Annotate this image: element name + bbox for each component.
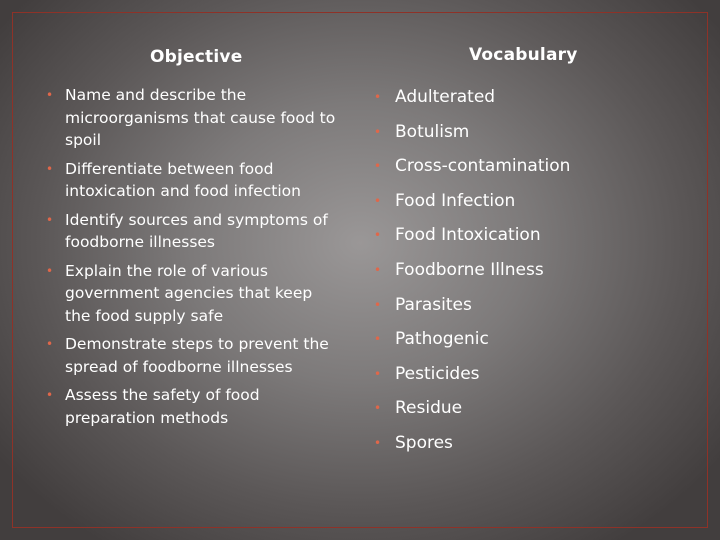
vocabulary-item <box>374 257 674 284</box>
vocabulary-term: Residue <box>395 398 463 419</box>
bullet-dot-icon: • <box>46 161 54 176</box>
objective-item-text: Name and describe the microorganisms that cause food to spoil <box>65 86 336 149</box>
vocabulary-item <box>374 430 674 457</box>
vocabulary-term: Adulterated <box>395 87 496 107</box>
vocabulary-item <box>374 188 674 215</box>
vocabulary-term: Cross-contamination <box>395 156 571 177</box>
objective-item-text: Identify sources and symptoms of foodborne illnesses <box>65 210 328 251</box>
bullet-dot-icon: • <box>374 90 382 104</box>
bullet-dot-icon: • <box>374 262 382 277</box>
objective-item <box>46 260 338 328</box>
objective-item-text: Demonstrate steps to prevent the spread of foodborne illnesses <box>65 335 329 376</box>
bullet-dot-icon: • <box>374 159 382 174</box>
vocabulary-term: Spores <box>395 432 453 453</box>
objective-item <box>46 209 338 254</box>
vocabulary-term: Botulism <box>395 121 470 142</box>
bullet-dot-icon: • <box>374 401 382 416</box>
bullet-dot-icon: • <box>46 337 54 351</box>
bullet-dot-icon: • <box>374 228 382 243</box>
objective-item <box>46 158 338 203</box>
vocabulary-item <box>374 326 674 353</box>
vocabulary-item <box>374 292 674 319</box>
objective-item <box>46 333 338 378</box>
bullet-dot-icon: • <box>374 366 382 381</box>
vocabulary-term: Pathogenic <box>395 329 489 350</box>
objective-item-text: Explain the role of various government agencies that keep the food supply safe <box>65 261 313 325</box>
objective-item-text: Differentiate between food intoxication and food infection <box>65 159 301 200</box>
vocabulary-item <box>374 395 674 422</box>
objective-item-text: Assess the safety of food preparation methods <box>65 386 260 427</box>
vocabulary-item <box>374 153 674 180</box>
bullet-dot-icon: • <box>374 124 382 139</box>
bullet-dot-icon: • <box>46 263 54 278</box>
vocabulary-term: Food Intoxication <box>395 225 541 246</box>
vocabulary-term: Foodborne Illness <box>395 259 544 280</box>
bullet-dot-icon: • <box>374 332 382 347</box>
bullet-dot-icon: • <box>46 212 54 227</box>
vocabulary-item <box>374 84 674 111</box>
vocabulary-heading: Vocabulary <box>469 45 578 65</box>
bullet-dot-icon: • <box>374 435 382 450</box>
bullet-dot-icon: • <box>374 297 382 312</box>
vocabulary-item <box>374 222 674 249</box>
vocabulary-term: Parasites <box>395 294 472 315</box>
objective-heading: Objective <box>150 47 243 67</box>
vocabulary-item <box>374 119 674 146</box>
vocabulary-item <box>374 361 674 388</box>
bullet-dot-icon: • <box>374 193 382 208</box>
vocabulary-term: Food Infection <box>395 190 516 211</box>
objective-list <box>46 84 338 435</box>
bullet-dot-icon: • <box>46 388 54 402</box>
objective-item <box>46 84 338 152</box>
bullet-dot-icon: • <box>46 88 54 102</box>
objective-item <box>46 384 338 429</box>
vocabulary-term: Pesticides <box>395 363 480 384</box>
vocabulary-list <box>374 84 674 465</box>
